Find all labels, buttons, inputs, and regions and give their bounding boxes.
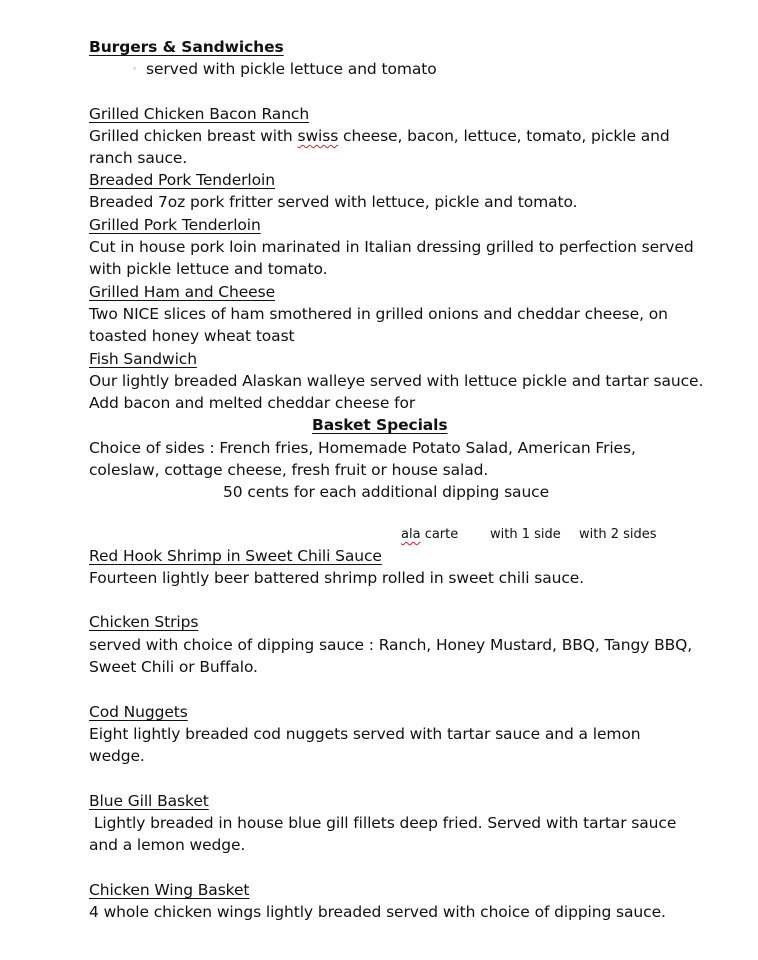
spellcheck-word: swiss <box>297 127 339 145</box>
menu-item-name: Blue Gill Basket <box>89 792 209 810</box>
menu-item-description: Two NICE slices of ham smothered in grilled onions and cheddar cheese, on <box>89 305 668 323</box>
menu-item-description: Lightly breaded in house blue gill fillets deep fried. Served with tartar sauce <box>89 814 677 832</box>
column-header-ala-carte <box>401 526 458 544</box>
dipping-sauce-note: 50 cents for each additional dipping sauce <box>223 483 550 501</box>
menu-item-description: ranch sauce. <box>89 149 188 167</box>
menu-item-description: Eight lightly breaded cod nuggets served with tartar sauce and a lemon <box>89 725 641 743</box>
column-header-two-sides: with 2 sides <box>579 527 657 542</box>
menu-item-description: Fourteen lightly beer battered shrimp rolled in sweet chili sauce. <box>89 569 585 587</box>
column-header-text: carte <box>424 527 459 542</box>
menu-item-description: toasted honey wheat toast <box>89 327 295 345</box>
menu-item-name: Chicken Wing Basket <box>89 881 250 899</box>
sides-text: coleslaw, cottage cheese, fresh fruit or house salad. <box>89 461 489 479</box>
menu-item-name: Grilled Ham and Cheese <box>89 283 276 301</box>
menu-item-description: wedge. <box>89 747 145 765</box>
menu-item-description: served with choice of dipping sauce : Ranch, Honey Mustard, BBQ, Tangy BBQ, <box>89 636 693 654</box>
menu-item-description: 4 whole chicken wings lightly breaded served with choice of dipping sauce. <box>89 903 666 921</box>
menu-item-name: Cod Nuggets <box>89 703 188 721</box>
menu-item-name: Grilled Chicken Bacon Ranch <box>89 105 310 123</box>
menu-item-name: Grilled Pork Tenderloin <box>89 216 261 234</box>
menu-item-name: Breaded Pork Tenderloin <box>89 171 275 189</box>
menu-item-description: and a lemon wedge. <box>89 836 246 854</box>
menu-item-description: Our lightly breaded Alaskan walleye served with lettuce pickle and tartar sauce. <box>89 372 704 390</box>
section-heading-baskets: Basket Specials <box>312 416 448 434</box>
menu-item-description: Sweet Chili or Buffalo. <box>89 658 258 676</box>
menu-item-name: Red Hook Shrimp in Sweet Chili Sauce <box>89 547 382 565</box>
menu-item-description: Breaded 7oz pork fritter served with lettuce, pickle and tomato. <box>89 193 578 211</box>
section-heading-burgers: Burgers & Sandwiches <box>89 38 284 56</box>
menu-item-description: Cut in house pork loin marinated in Italian dressing grilled to perfection served <box>89 238 694 256</box>
menu-item-description <box>89 125 670 147</box>
spellcheck-word: ala <box>401 527 421 542</box>
menu-item-description: Add bacon and melted cheddar cheese for <box>89 394 416 412</box>
section-subtitle: served with pickle lettuce and tomato <box>146 60 437 78</box>
bullet-mark <box>133 67 136 70</box>
menu-item-name: Chicken Strips <box>89 613 199 631</box>
desc-text: Grilled chicken breast with <box>89 127 298 145</box>
column-header-one-side: with 1 side <box>490 527 561 542</box>
sides-text: Choice of sides : French fries, Homemade Potato Salad, American Fries, <box>89 439 636 457</box>
menu-item-description: with pickle lettuce and tomato. <box>89 260 328 278</box>
desc-text: cheese, bacon, lettuce, tomato, pickle and <box>338 127 670 145</box>
menu-item-name: Fish Sandwich <box>89 350 197 368</box>
